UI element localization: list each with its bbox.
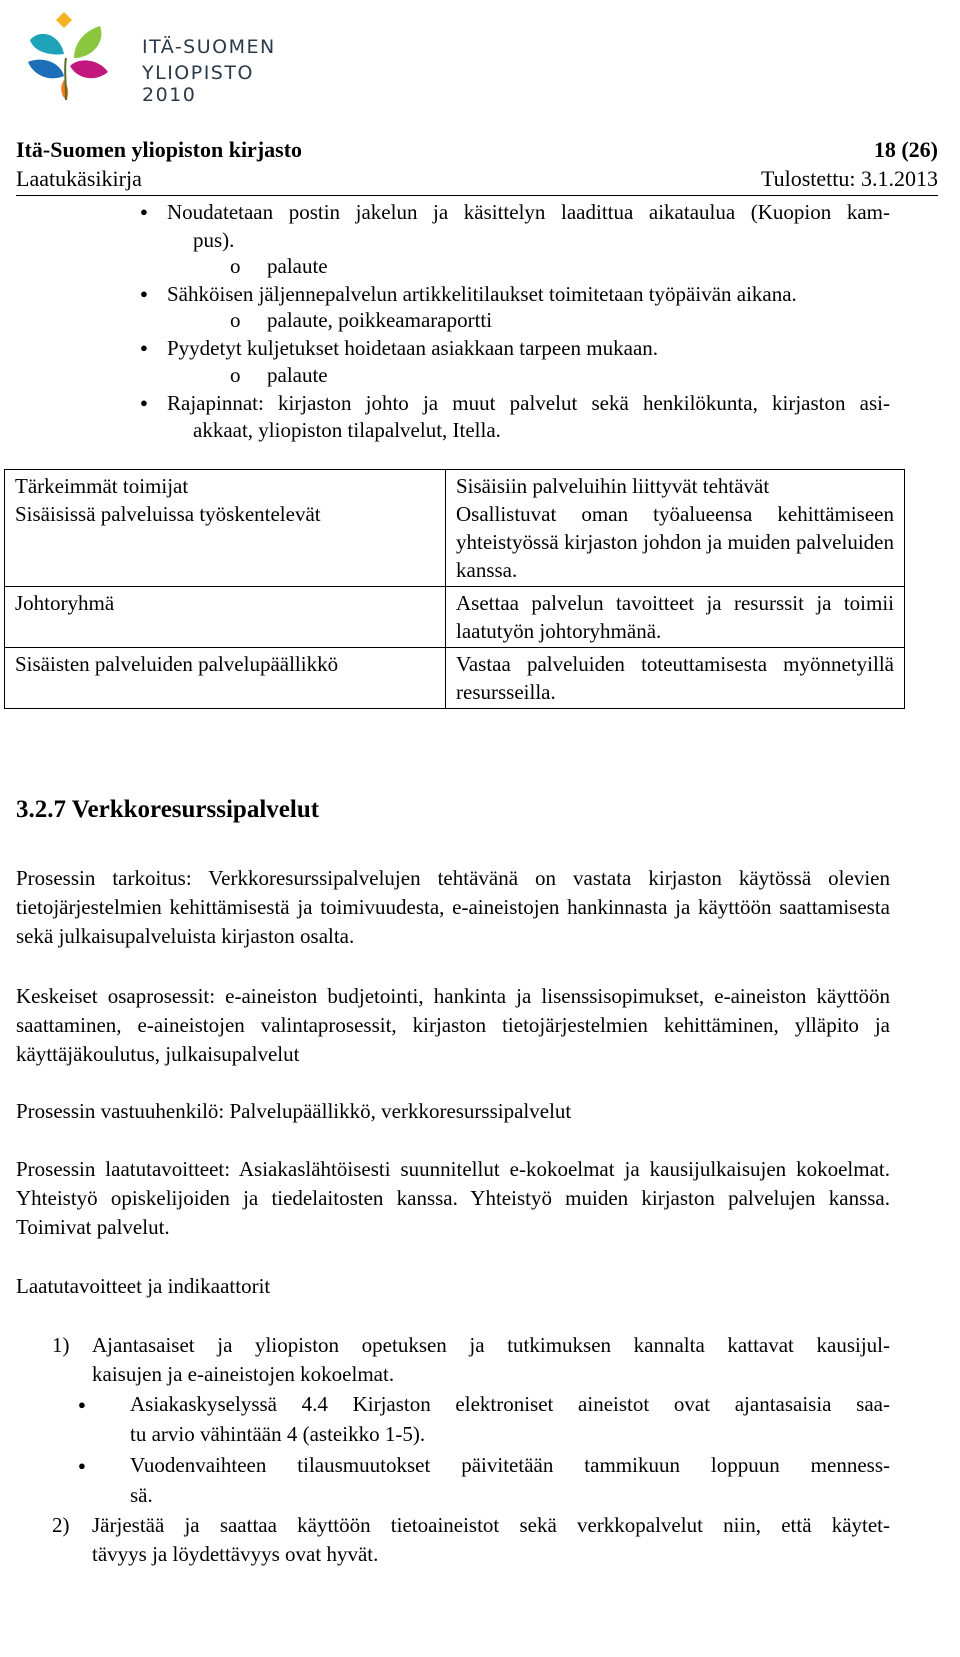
bullet-icon: ●	[140, 286, 148, 301]
purpose-paragraph: Prosessin tarkoitus: Verkkoresurssipalvelujen tehtävänä on vastata kirjaston käytössä olevien tietojärjestelmien kehittämisestä ja toimivuudesta, e-aineistojen hankinnasta ja käyttöön saattamisesta sekä julkaisupalveluista kirjaston osalta.	[16, 866, 890, 948]
list-item: Noudatetaan postin jakelun ja käsittelyn laadittua aikataulua (Kuopion kam-	[167, 200, 890, 224]
list-item-continuation: pus).	[193, 228, 235, 252]
list-item: Pyydetyt kuljetukset hoidetaan asiakkaan tarpeen mukaan.	[167, 336, 659, 360]
section-heading: 3.2.7 Verkkoresurssipalvelut	[16, 796, 320, 823]
sub-bullet-marker: o	[230, 254, 241, 278]
list-item: Rajapinnat: kirjaston johto ja muut palvelut sekä henkilökunta, kirjaston asi-	[167, 391, 890, 415]
indicators-title: Laatutavoitteet ja indikaattorit	[16, 1274, 271, 1298]
table-row	[5, 648, 905, 709]
list-item: Sähköisen jäljennepalvelun artikkelitilaukset toimitetaan työpäivän aikana.	[167, 282, 797, 306]
logo-emblem-icon	[20, 6, 120, 102]
task-cell: Vastaa palveluiden toteuttamisesta myönnetyillä resursseilla.	[446, 648, 905, 709]
sub-list-item: palaute	[267, 363, 328, 387]
table-cell	[446, 470, 905, 587]
bullet-icon: ●	[140, 395, 148, 410]
header-cell-left: Tärkeimmät toimijat	[15, 474, 189, 498]
bullet-icon: ●	[140, 204, 148, 219]
goal-line: tävyys ja löydettävyys ovat hyvät.	[92, 1542, 379, 1566]
header-cell-right: Sisäisiin palveluihin liittyvät tehtävät	[456, 474, 770, 498]
bullet-icon: ●	[78, 1458, 86, 1473]
bullet-icon: ●	[78, 1397, 86, 1412]
table-cell	[5, 470, 446, 587]
task-cell: Asettaa palvelun tavoitteet ja resurssit ja toimii laatutyön johtoryhmänä.	[446, 587, 905, 648]
sub-bullet-marker: o	[230, 308, 241, 332]
list-item-continuation: akkaat, yliopiston tilapalvelut, Itella.	[193, 418, 501, 442]
document-name: Laatukäsikirja	[16, 166, 142, 191]
table-row	[5, 587, 905, 648]
logo-text-line2: YLIOPISTO 2010	[142, 62, 254, 106]
sub-list-item: palaute	[267, 254, 328, 278]
goal-bullet-line: sä.	[130, 1483, 153, 1507]
actor-cell: Johtoryhmä	[5, 587, 446, 648]
goal-number: 2)	[52, 1513, 70, 1537]
header-sub-row	[16, 166, 938, 192]
logo-text-line1: ITÄ-SUOMEN	[142, 36, 276, 58]
organization-name: Itä-Suomen yliopiston kirjasto	[16, 137, 303, 162]
header-title-row	[16, 137, 938, 163]
goal-line: Järjestää ja saattaa käyttöön tietoaineistot sekä verkkopalvelut niin, että käytet-	[92, 1513, 890, 1537]
sub-bullet-marker: o	[230, 363, 241, 387]
task-cell: Osallistuvat oman työalueensa kehittämiseen yhteistyössä kirjaston johdon ja muiden palveluiden kanssa.	[456, 502, 894, 582]
owner-paragraph: Prosessin vastuuhenkilö: Palvelupäällikkö, verkkoresurssipalvelut	[16, 1099, 572, 1123]
quality-goals-paragraph: Prosessin laatutavoitteet: Asiakaslähtöisesti suunnitellut e-kokoelmat ja kausijulkaisujen kokoelmat. Yhteistyö opiskelijoiden ja tiedelaitosten kanssa. Yhteistyö muiden kirjaston palvelujen kanssa. Toimivat palvelut.	[16, 1157, 890, 1239]
bullet-icon: ●	[140, 340, 148, 355]
goal-bullet-line: tu arvio vähintään 4 (asteikko 1-5).	[130, 1422, 426, 1446]
header-divider	[16, 195, 938, 196]
table-row	[5, 470, 905, 587]
goal-bullet-line: Asiakaskyselyssä 4.4 Kirjaston elektroniset aineistot ovat ajantasaisia saa-	[130, 1392, 890, 1416]
goal-line: Ajantasaiset ja yliopiston opetuksen ja tutkimuksen kannalta kattavat kausijul-	[92, 1333, 890, 1357]
goal-number: 1)	[52, 1333, 70, 1357]
university-logo	[20, 6, 310, 106]
roles-table	[4, 469, 905, 709]
goal-bullet-line: Vuodenvaihteen tilausmuutokset päivitetään tammikuun loppuun menness-	[130, 1453, 890, 1477]
actor-cell: Sisäisten palveluiden palvelupäällikkö	[5, 648, 446, 709]
print-date: Tulostettu: 3.1.2013	[760, 166, 938, 191]
subprocesses-paragraph: Keskeiset osaprosessit: e-aineiston budjetointi, hankinta ja lisenssisopimukset, e-aineiston käyttöön saattaminen, e-aineistojen valintaprosessit, kirjaston tietojärjestelmien kehittäminen, ylläpito ja käyttäjäkoulutus, julkaisupalvelut	[16, 984, 890, 1066]
goal-line: kaisujen ja e-aineistojen kokoelmat.	[92, 1362, 395, 1386]
sub-list-item: palaute, poikkeamaraportti	[267, 308, 493, 332]
actor-cell: Sisäisissä palveluissa työskentelevät	[15, 502, 321, 526]
page-number: 18 (26)	[873, 137, 938, 162]
